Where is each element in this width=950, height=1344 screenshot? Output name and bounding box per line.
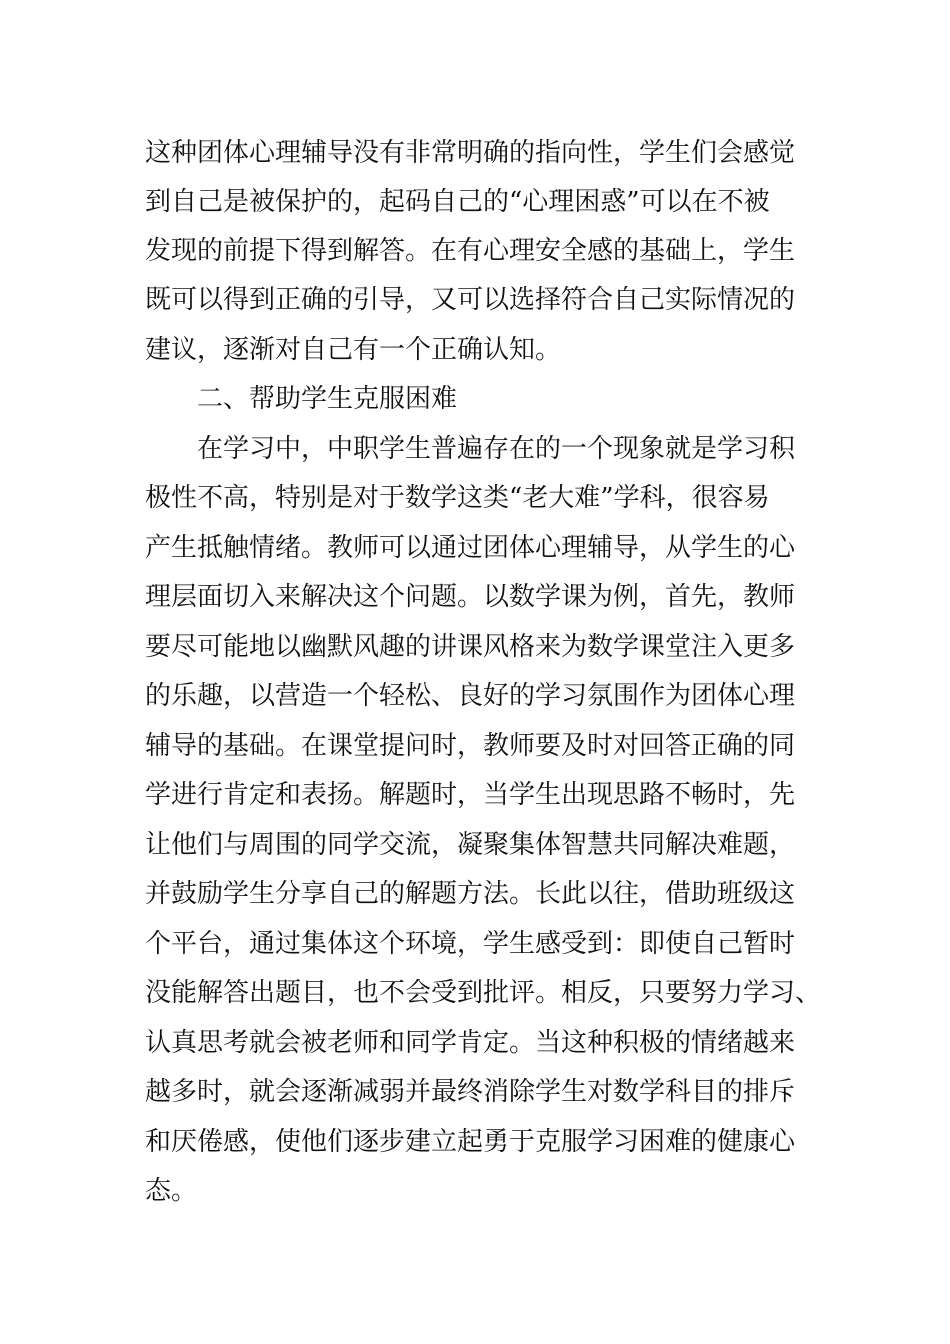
paragraph-line: 在学习中，中职学生普遍存在的一个现象就是学习积 xyxy=(197,434,796,464)
paragraph-line: 这种团体心理辅导没有非常明确的指向性，学生们会感觉 xyxy=(145,138,796,168)
paragraph-line: 和厌倦感，使他们逐步建立起勇于克服学习困难的健康心 xyxy=(145,1127,796,1157)
paragraph-line: 越多时，就会逐渐减弱并最终消除学生对数学科目的排斥 xyxy=(145,1077,796,1107)
paragraph-line: 到自己是被保护的，起码自己的“心理困惑”可以在不被 xyxy=(145,187,770,217)
paragraph-line: 要尽可能地以幽默风趣的讲课风格来为数学课堂注入更多 xyxy=(145,632,796,662)
paragraph-line: 没能解答出题目，也不会受到批评。相反，只要努力学习、 xyxy=(145,978,822,1008)
paragraph-line: 学进行肯定和表扬。解题时，当学生出现思路不畅时，先 xyxy=(145,780,796,810)
paragraph-line: 认真思考就会被老师和同学肯定。当这种积极的情绪越来 xyxy=(145,1028,796,1058)
paragraph-line: 态。 xyxy=(145,1176,198,1206)
paragraph-line: 既可以得到正确的引导，又可以选择符合自己实际情况的 xyxy=(145,285,796,315)
section-heading: 二、帮助学生克服困难 xyxy=(197,384,458,414)
paragraph-line: 极性不高，特别是对于数学这类“老大难”学科，很容易 xyxy=(145,483,770,513)
paragraph-line: 建议，逐渐对自己有一个正确认知。 xyxy=(145,335,562,365)
paragraph-line: 让他们与周围的同学交流，凝聚集体智慧共同解决难题， xyxy=(145,830,796,860)
paragraph-line: 的乐趣，以营造一个轻松、良好的学习氛围作为团体心理 xyxy=(145,681,796,711)
paragraph-line: 辅导的基础。在课堂提问时，教师要及时对回答正确的同 xyxy=(145,731,796,761)
paragraph-line: 个平台，通过集体这个环境，学生感受到：即使自己暂时 xyxy=(145,929,796,959)
paragraph-line: 产生抵触情绪。教师可以通过团体心理辅导，从学生的心 xyxy=(145,533,796,563)
paragraph-line: 并鼓励学生分享自己的解题方法。长此以往，借助班级这 xyxy=(145,879,796,909)
paragraph-line: 发现的前提下得到解答。在有心理安全感的基础上，学生 xyxy=(145,236,796,266)
paragraph-line: 理层面切入来解决这个问题。以数学课为例，首先，教师 xyxy=(145,582,796,612)
